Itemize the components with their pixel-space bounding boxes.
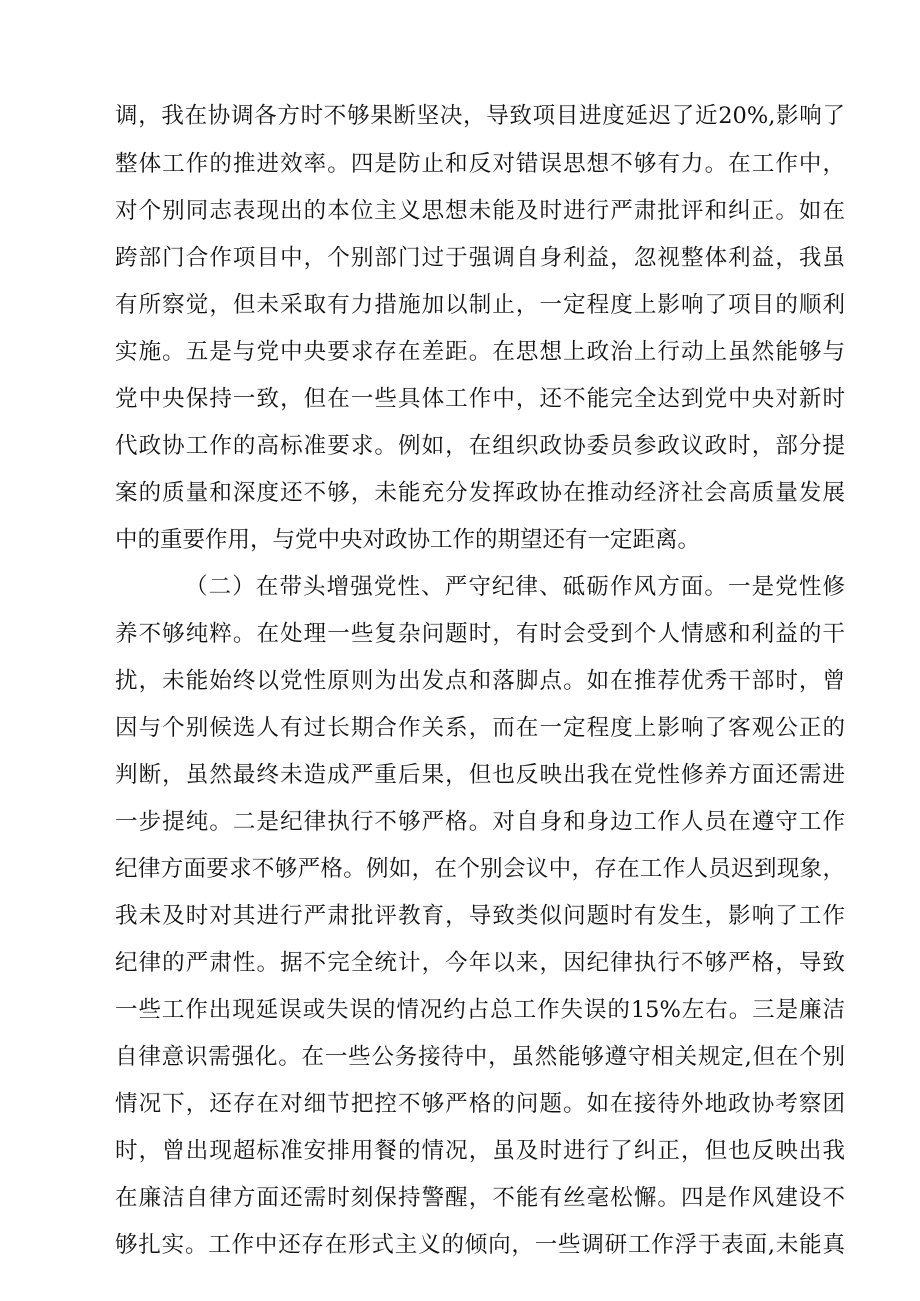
- text-line: 纪律方面要求不够严格。例如，在个别会议中，存在工作人员迟到现象，: [115, 856, 845, 882]
- text-line: 一些工作出现延误或失误的情况约占总工作失误的15%左右。三是廉洁: [115, 997, 845, 1023]
- text-line: 一步提纯。二是纪律执行不够严格。对自身和身边工作人员在遵守工作: [115, 809, 845, 835]
- text-line: 时，曾出现超标准安排用餐的情况，虽及时进行了纠正，但也反映出我: [115, 1138, 845, 1164]
- text-line: 自律意识需强化。在一些公务接待中，虽然能够遵守相关规定,但在个别: [115, 1044, 845, 1070]
- text-line: 跨部门合作项目中，个别部门过于强调自身利益，忽视整体利益，我虽: [115, 245, 845, 271]
- text-line: 扰，未能始终以党性原则为出发点和落脚点。如在推荐优秀干部时，曾: [115, 668, 845, 694]
- text-line: 因与个别候选人有过长期合作关系，而在一定程度上影响了客观公正的: [115, 715, 845, 741]
- section-heading-line: （二）在带头增强党性、严守纪律、砥砺作风方面。一是党性修: [185, 574, 845, 600]
- text-line: 代政协工作的高标准要求。例如，在组织政协委员参政议政时，部分提: [115, 433, 845, 459]
- text-line: 我未及时对其进行严肃批评教育，导致类似问题时有发生，影响了工作: [115, 903, 845, 929]
- text-line: 够扎实。工作中还存在形式主义的倾向，一些调研工作浮于表面,未能真: [115, 1232, 845, 1258]
- text-line: 实施。五是与党中央要求存在差距。在思想上政治上行动上虽然能够与: [115, 339, 845, 365]
- text-line: 整体工作的推进效率。四是防止和反对错误思想不够有力。在工作中，: [115, 151, 845, 177]
- text-line: 在廉洁自律方面还需时刻保持警醒，不能有丝毫松懈。四是作风建设不: [115, 1185, 845, 1211]
- text-line: 有所察觉，但未采取有力措施加以制止，一定程度上影响了项目的顺利: [115, 292, 845, 318]
- text-line: 情况下，还存在对细节把控不够严格的问题。如在接待外地政协考察团: [115, 1091, 845, 1117]
- text-line: 判断，虽然最终未造成严重后果，但也反映出我在党性修养方面还需进: [115, 762, 845, 788]
- text-line: 中的重要作用，与党中央对政协工作的期望还有一定距离。: [115, 527, 701, 553]
- text-line: 案的质量和深度还不够，未能充分发挥政协在推动经济社会高质量发展: [115, 480, 845, 506]
- text-line: 纪律的严肃性。据不完全统计，今年以来，因纪律执行不够严格，导致: [115, 950, 845, 976]
- text-line: 养不够纯粹。在处理一些复杂问题时，有时会受到个人情感和利益的干: [115, 621, 845, 647]
- text-line: 调，我在协调各方时不够果断坚决，导致项目进度延迟了近20%,影响了: [115, 103, 845, 129]
- text-line: 对个别同志表现出的本位主义思想未能及时进行严肃批评和纠正。如在: [115, 198, 845, 224]
- text-line: 党中央保持一致，但在一些具体工作中，还不能完全达到党中央对新时: [115, 386, 845, 412]
